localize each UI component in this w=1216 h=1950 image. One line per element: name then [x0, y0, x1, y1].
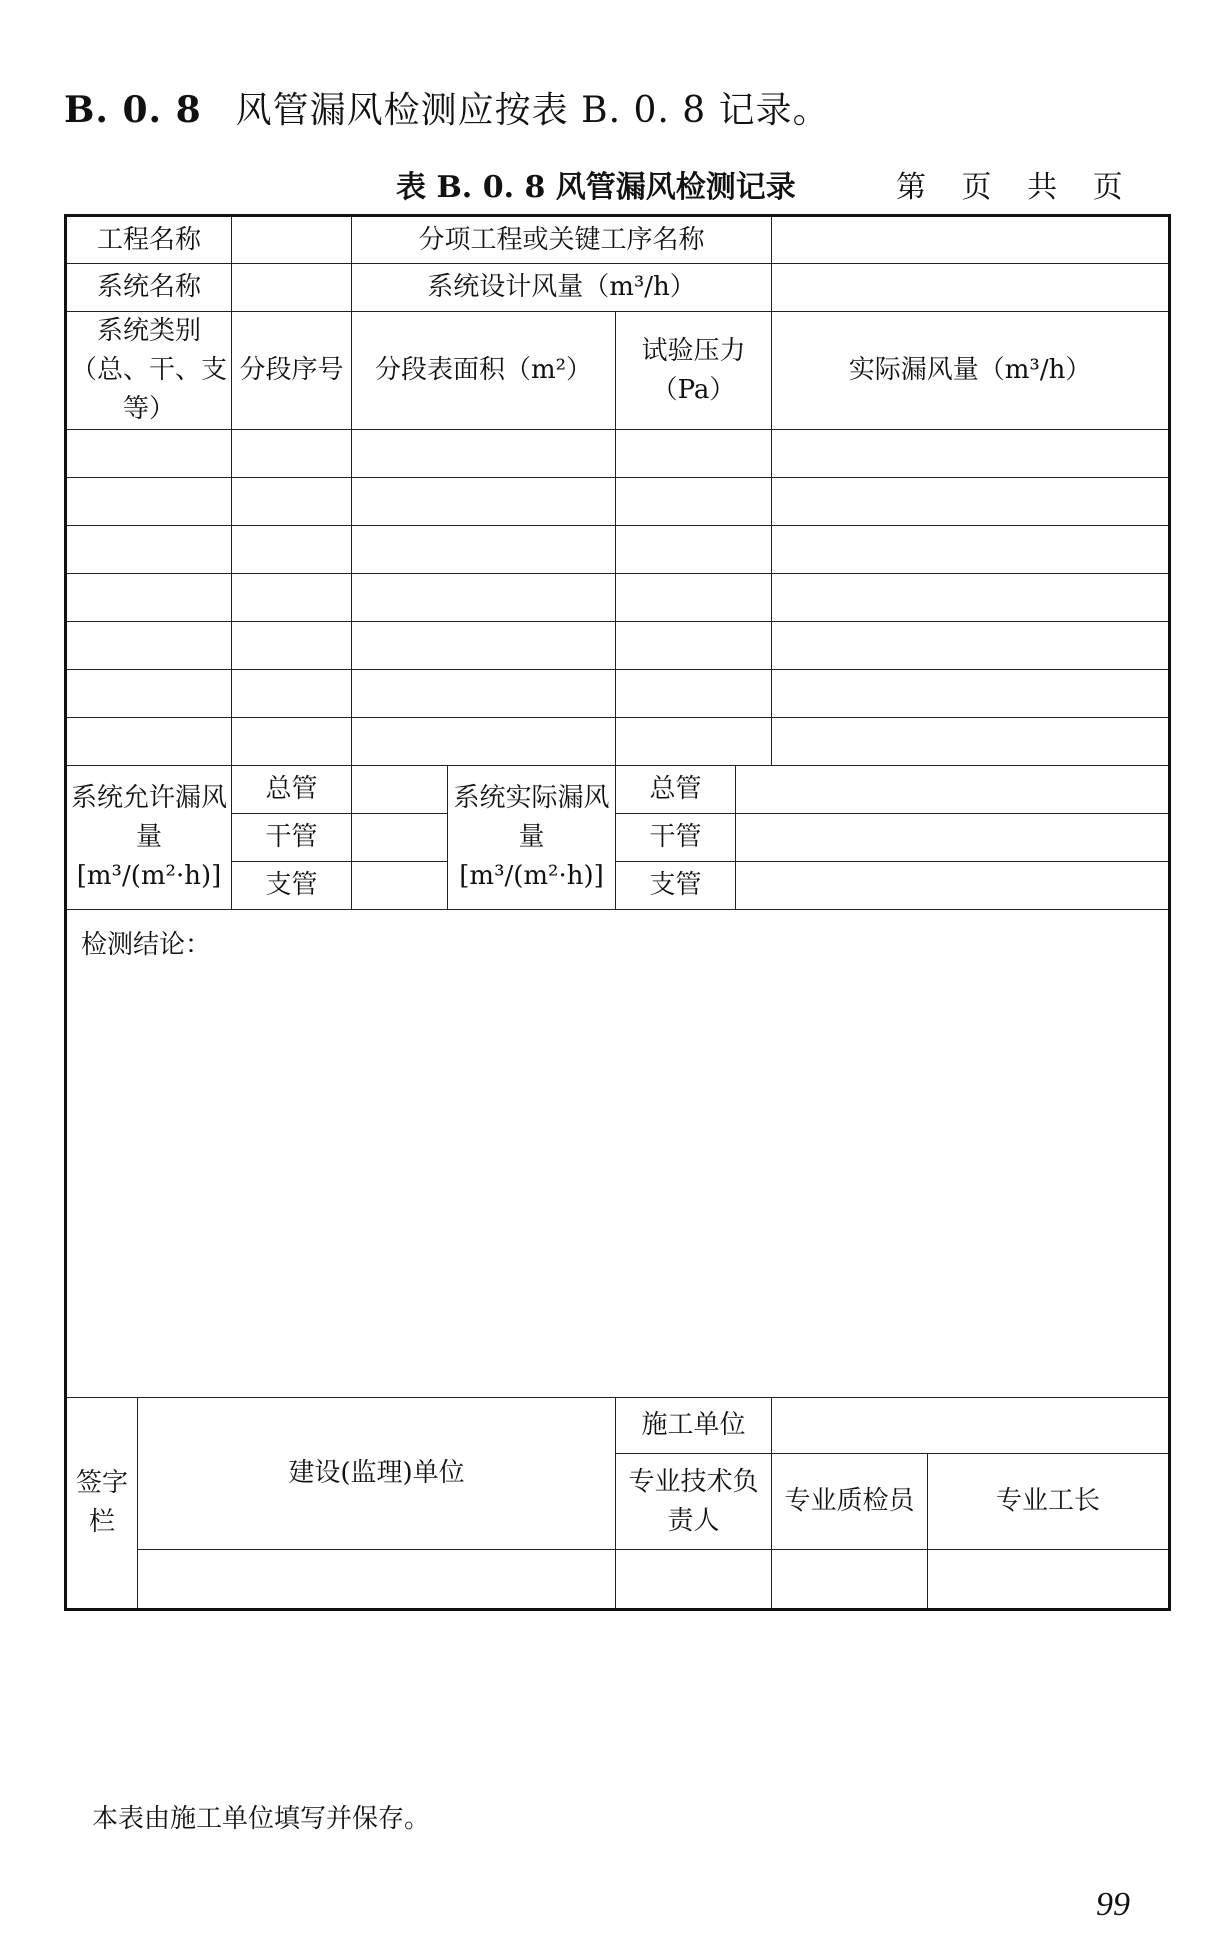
allowed-branch-value[interactable]: [352, 862, 448, 910]
quality-inspector-label: 专业质检员: [772, 1454, 928, 1550]
design-airflow-value[interactable]: [772, 264, 1170, 312]
tech-lead-label: 专业技术负责人: [616, 1454, 772, 1550]
allowed-branch-label: 支管: [232, 862, 352, 910]
leakage-record-table: [64, 214, 1171, 1611]
table-row: [66, 718, 1170, 766]
allowed-trunk-value[interactable]: [352, 814, 448, 862]
quality-inspector-signature[interactable]: [772, 1550, 928, 1610]
actual-branch-value[interactable]: [736, 862, 1170, 910]
conclusion-label: 检测结论：: [81, 930, 212, 960]
owner-unit-signature[interactable]: [138, 1550, 616, 1610]
construction-unit-value[interactable]: [772, 1398, 1170, 1454]
table-row: [66, 478, 1170, 526]
project-row: [66, 216, 1170, 264]
allowed-main-value[interactable]: [352, 766, 448, 814]
table-row: [66, 670, 1170, 718]
actual-system-leakage-label: 系统实际漏风量[m³/(m²·h)]: [448, 766, 616, 910]
tech-lead-signature[interactable]: [616, 1550, 772, 1610]
system-name-label: 系统名称: [66, 264, 232, 312]
construction-unit-label: 施工单位: [616, 1398, 772, 1454]
footnote: 本表由施工单位填写并保存。: [92, 1804, 431, 1834]
actual-main-value[interactable]: [736, 766, 1170, 814]
system-name-value[interactable]: [232, 264, 352, 312]
leakage-main-row: [66, 766, 1170, 814]
system-row: [66, 264, 1170, 312]
sub-project-label: 分项工程或关键工序名称: [352, 216, 772, 264]
actual-main-label: 总管: [616, 766, 736, 814]
col-segment-area: 分段表面积（m²）: [352, 312, 616, 430]
table-row: [66, 526, 1170, 574]
project-name-value[interactable]: [232, 216, 352, 264]
actual-trunk-label: 干管: [616, 814, 736, 862]
table-row: [66, 430, 1170, 478]
design-airflow-label: 系统设计风量（m³/h）: [352, 264, 772, 312]
conclusion-row: [66, 910, 1170, 1398]
allowed-leakage-label: 系统允许漏风量[m³/(m²·h)]: [66, 766, 232, 910]
allowed-main-label: 总管: [232, 766, 352, 814]
page-number: 99: [1096, 1886, 1130, 1923]
allowed-trunk-label: 干管: [232, 814, 352, 862]
column-header-row: [66, 312, 1170, 430]
section-text: 风管漏风检测应按表 B. 0. 8 记录。: [235, 90, 830, 131]
signature-label: 签字栏: [66, 1398, 138, 1610]
leakage-branch-row: [66, 862, 1170, 910]
signature-row-1: [66, 1398, 1170, 1454]
conclusion-cell[interactable]: [66, 910, 1170, 1398]
section-heading: [64, 82, 830, 133]
col-system-category: 系统类别（总、干、支等）: [66, 312, 232, 430]
project-name-label: 工程名称: [66, 216, 232, 264]
sub-project-value[interactable]: [772, 216, 1170, 264]
col-test-pressure: 试验压力（Pa）: [616, 312, 772, 430]
table-caption: 表 B. 0. 8 风管漏风检测记录: [396, 170, 796, 205]
table-row: [66, 574, 1170, 622]
actual-branch-label: 支管: [616, 862, 736, 910]
foreman-signature[interactable]: [928, 1550, 1170, 1610]
leakage-trunk-row: [66, 814, 1170, 862]
col-actual-leakage: 实际漏风量（m³/h）: [772, 312, 1170, 430]
actual-trunk-value[interactable]: [736, 814, 1170, 862]
section-number: B. 0. 8: [64, 89, 202, 131]
table-row: [66, 622, 1170, 670]
foreman-label: 专业工长: [928, 1454, 1170, 1550]
col-segment-number: 分段序号: [232, 312, 352, 430]
signature-row-4: [66, 1550, 1170, 1610]
page-count: 第 页 共 页: [896, 170, 1125, 205]
owner-unit-label: 建设(监理)单位: [138, 1398, 616, 1550]
